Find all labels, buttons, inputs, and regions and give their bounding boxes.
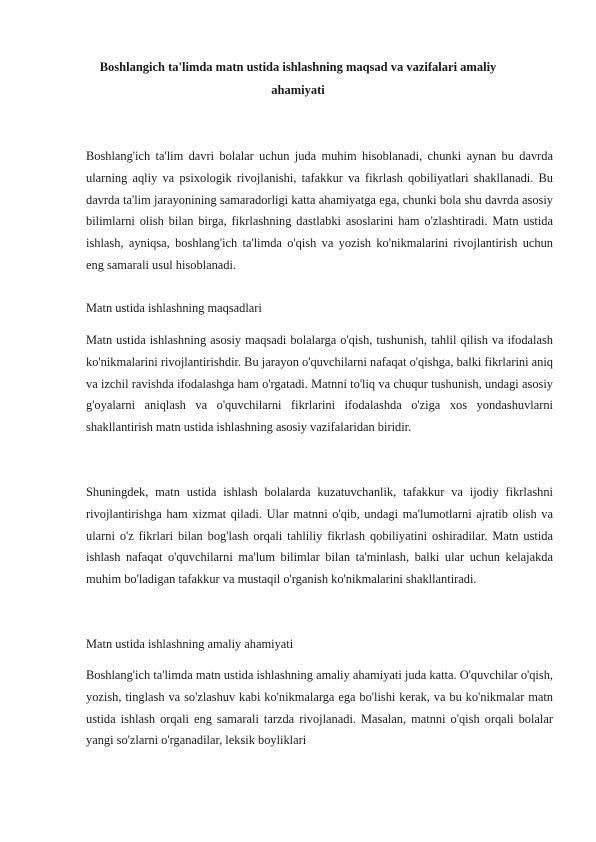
section-heading-practical: Matn ustida ishlashning amaliy ahamiyati <box>86 637 294 651</box>
paragraph-practical: Boshlang'ich ta'limda matn ustida ishlashning amaliy ahamiyati juda katta. O'quvchilar o'qish, yozish, tinglash va so'zlashuv kabi ko'nikmalarga ega bo'lishi kerak, va bu ko'nikmalar matn ustida ishlash orqali eng samarali tarzda rivojlanadi. Masalan, matnni o'qish orqali bolalar yangi so'zlarni o'rganadilar, leksik boyliklari <box>86 668 553 748</box>
paragraph-intro: Boshlang'ich ta'lim davri bolalar uchun juda muhim hisoblanadi, chunki aynan bu davrda ularning aqliy va psixologik rivojlanishi, tafakkur va fikrlash qobiliyatlari shakllanadi. Bu davrda ta'lim jarayonining samaradorligi katta ahamiyatga ega, chunki bola shu davrda asosiy bilimlarni olish bilan birga, fikrlashning dastlabki asoslarini ham o'zlashtiradi. Matn ustida ishlash, ayniqsa, boshlang'ich ta'limda o'qish va yozish ko'nikmalarini rivojlantirish uchun eng samarali usul hisoblanadi. <box>86 149 553 272</box>
section-heading-goals: Matn ustida ishlashning maqsadlari <box>86 301 262 315</box>
document-title: Boshlangich ta'limda matn ustida ishlashning maqsad va vazifalari amaliy ahamiyati <box>99 60 497 97</box>
paragraph-goals: Matn ustida ishlashning asosiy maqsadi bolalarga o'qish, tushunish, tahlil qilish va ifodalash ko'nikmalarini rivojlantirishdir. Bu jarayon o'quvchilarni nafaqat o'qishga, balki fikrlarini aniq va izchil ravishda ifodalashga ham o'rgatadi. Matnni to'liq va chuqur tushunish, undagi asosiy g'oyalarni aniqlash va o'quvchilarni fikrlarini ifodalashda o'ziga xos yondashuvlarni shakllantirish matn ustida ishlashning asosiy vazifalaridan biridir. <box>86 333 553 435</box>
paragraph-additionally: Shuningdek, matn ustida ishlash bolalarda kuzatuvchanlik, tafakkur va ijodiy fikrlashni rivojlantirishga ham xizmat qiladi. Ular matnni o'qib, undagi ma'lumotlarni ajratib olish va ularni o'z fikrlari bilan bog'lash orqali tahliliy fikrlash qobiliyatini oshiradilar. Matn ustida ishlash nafaqat o'quvchilarni ma'lum bilimlar bilan ta'minlash, balki ular uchun kelajakda muhim bo'ladigan tafakkur va mustaqil o'rganish ko'nikmalarini shakllantiradi. <box>86 485 553 587</box>
